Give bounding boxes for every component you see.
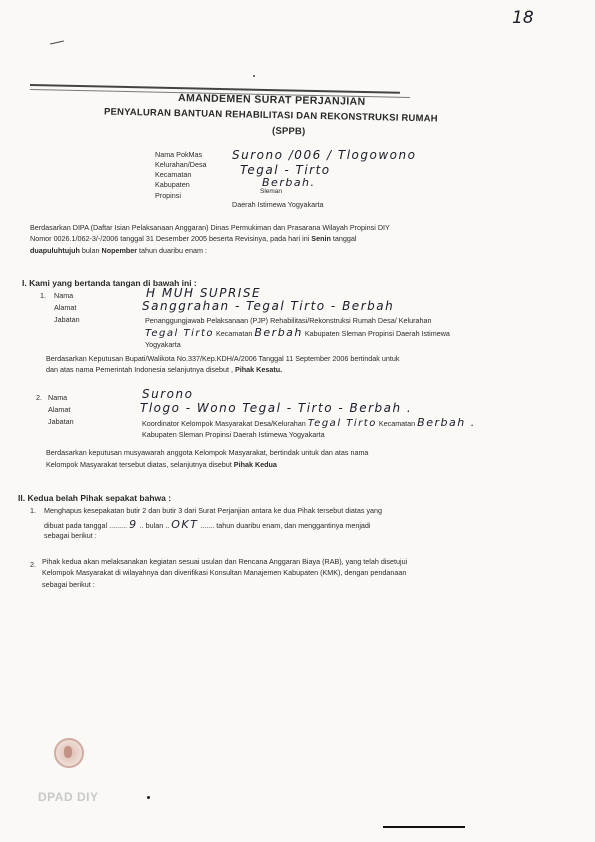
party2-label-jabatan: Jabatan bbox=[48, 417, 74, 426]
pen-mark bbox=[50, 41, 64, 45]
intro-line2-text: Nomor 0026.1/062-3/-/2006 tanggal 31 Desember 2005 beserta Revisinya, pada hari ini bbox=[30, 234, 310, 243]
item1-line2 bbox=[44, 518, 371, 531]
party1-nama: H MUH SUPRISE bbox=[146, 286, 262, 300]
value-propinsi: Daerah Istimewa Yogyakarta bbox=[232, 200, 324, 209]
value-kabupaten: Sleman bbox=[260, 188, 283, 195]
party1-kec-hand: Berbah bbox=[254, 326, 303, 339]
party2-kec-label: Kecamatan bbox=[378, 419, 416, 428]
item1-month-hand: OKT bbox=[171, 518, 199, 531]
title-line2: PENYALURAN BANTUAN REHABILITASI DAN REKONSTRUKSI RUMAH bbox=[103, 106, 438, 125]
title-line3: (SPPB) bbox=[271, 125, 306, 138]
party2-basis-text: Kelompok Masyarakat tersebut diatas, selanjutnya disebut bbox=[46, 460, 232, 469]
party2-kec-hand: Berbah . bbox=[417, 416, 476, 429]
party1-kec-label: Kecamatan bbox=[216, 329, 253, 338]
intro-line3 bbox=[30, 246, 207, 255]
label-kecamatan: Kecamatan bbox=[155, 170, 192, 179]
seal-inner bbox=[64, 746, 72, 758]
item2-line2: Kelompok Masyarakat di wilayahnya dan diverifikasi Konsultan Manajemen Kabupaten (KMK), dengan pendanaan bbox=[42, 568, 407, 577]
intro-line1: Berdasarkan DIPA (Daftar Isian Pelaksanaan Anggaran) Dinas Permukiman dan Prasarana Wilayah Propinsi DIY bbox=[30, 223, 390, 232]
item1-date-prefix: dibuat pada tanggal ......... bbox=[44, 521, 128, 530]
intro-line2-end: tanggal bbox=[332, 234, 357, 243]
party2-num: 2. bbox=[36, 393, 42, 402]
value-desa: Tegal - Tirto bbox=[240, 163, 331, 177]
archive-seal bbox=[54, 738, 84, 768]
party1-jabatan-line3: Yogyakarta bbox=[145, 340, 181, 349]
party1-basis-text: dan atas nama Pemerintah Indonesia selanjutnya disebut , bbox=[46, 365, 233, 374]
item2-num: 2. bbox=[30, 560, 36, 569]
section1-heading: I. Kami yang bertanda tangan di bawah ini : bbox=[22, 278, 197, 288]
label-kabupaten: Kabupaten bbox=[155, 180, 190, 189]
party2-basis-line2 bbox=[46, 460, 277, 469]
item1-line1: Menghapus kesepakatan butir 2 dan butir 3 dari Surat Perjanjian antara ke dua Pihak tersebut diatas yang bbox=[44, 506, 383, 515]
intro-line2 bbox=[30, 234, 356, 243]
value-kecamatan: Berbah. bbox=[262, 176, 316, 189]
intro-day: Senin bbox=[311, 234, 331, 243]
party2-pihak: Pihak Kedua bbox=[233, 460, 277, 469]
party2-label-alamat: Alamat bbox=[48, 405, 71, 414]
bottom-rule bbox=[383, 826, 465, 828]
label-desa: Kelurahan/Desa bbox=[155, 160, 207, 169]
party1-label-nama: Nama bbox=[54, 291, 74, 300]
party2-jabatan-line1 bbox=[142, 416, 476, 429]
party1-label-alamat: Alamat bbox=[54, 303, 77, 312]
page-number: 18 bbox=[512, 8, 534, 28]
party1-jabatan-line2 bbox=[145, 326, 450, 339]
watermark-text: DPAD DIY bbox=[38, 790, 99, 804]
party2-nama: Surono bbox=[142, 387, 194, 401]
party1-desa-hand: Tegal Tirto bbox=[145, 328, 214, 339]
label-propinsi: Propinsi bbox=[155, 191, 181, 200]
label-pokmas: Nama PokMas bbox=[155, 150, 203, 159]
item1-num: 1. bbox=[30, 506, 36, 515]
party2-jabatan-text: Koordinator Kelompok Masyarakat Desa/Kelurahan bbox=[142, 419, 306, 428]
party1-jabatan-line1: Penanggungjawab Pelaksanaan (PJP) Rehabilitasi/Rekonstruksi Rumah Desa/ Kelurahan bbox=[145, 316, 432, 325]
section2-heading: II. Kedua belah Pihak sepakat bahwa : bbox=[18, 493, 172, 503]
item1-bulan: .. bulan .. bbox=[139, 521, 170, 530]
party1-basis-line1: Berdasarkan Keputusan Bupati/Walikota No.337/Kep.KDH/A/2006 Tanggal 11 September 2006 bertindak untuk bbox=[46, 354, 400, 363]
party2-label-nama: Nama bbox=[48, 393, 68, 402]
party2-jabatan-line2: Kabupaten Sleman Propinsi Daerah Istimewa Yogyakarta bbox=[142, 430, 325, 439]
party1-basis-line2 bbox=[46, 365, 282, 374]
party2-basis-line1: Berdasarkan keputusan musyawarah anggota Kelompok Masyarakat, bertindak untuk dan atas nama bbox=[46, 448, 369, 457]
title-line1: AMANDEMEN SURAT PERJANJIAN bbox=[177, 92, 366, 108]
party2-alamat: Tlogo - Wono Tegal - Tirto - Berbah . bbox=[140, 401, 413, 415]
intro-month: Nopember bbox=[101, 246, 138, 255]
party1-pihak: Pihak Kesatu. bbox=[235, 365, 283, 374]
item2-line1: Pihak kedua akan melaksanakan kegiatan sesuai usulan dan Rencana Anggaran Biaya (RAB), yang telah disetujui bbox=[42, 557, 408, 566]
item2-line3: sebagai berikut : bbox=[42, 580, 95, 589]
party1-jabatan-kab: Kabupaten Sleman Propinsi Daerah Istimewa bbox=[304, 329, 450, 338]
party1-num: 1. bbox=[40, 291, 46, 300]
item1-day-hand: 9 bbox=[129, 518, 138, 531]
intro-date-words: duapuluhtujuh bbox=[30, 246, 80, 255]
intro-bulan: bulan bbox=[81, 246, 100, 255]
party1-alamat: Sanggrahan - Tegal Tirto - Berbah bbox=[142, 299, 395, 313]
party1-label-jabatan: Jabatan bbox=[54, 315, 80, 324]
dot-mark bbox=[253, 75, 255, 77]
dot-bottom bbox=[147, 796, 150, 799]
item1-line3: sebagai berikut : bbox=[44, 531, 97, 540]
value-pokmas: Surono /006 / Tlogowono bbox=[232, 148, 417, 162]
item1-date-suffix: ....... tahun duaribu enam, dan menggantinya menjadi bbox=[200, 521, 371, 530]
party2-desa-hand: Tegal Tirto bbox=[307, 418, 377, 429]
intro-year: tahun duaribu enam : bbox=[139, 246, 207, 255]
